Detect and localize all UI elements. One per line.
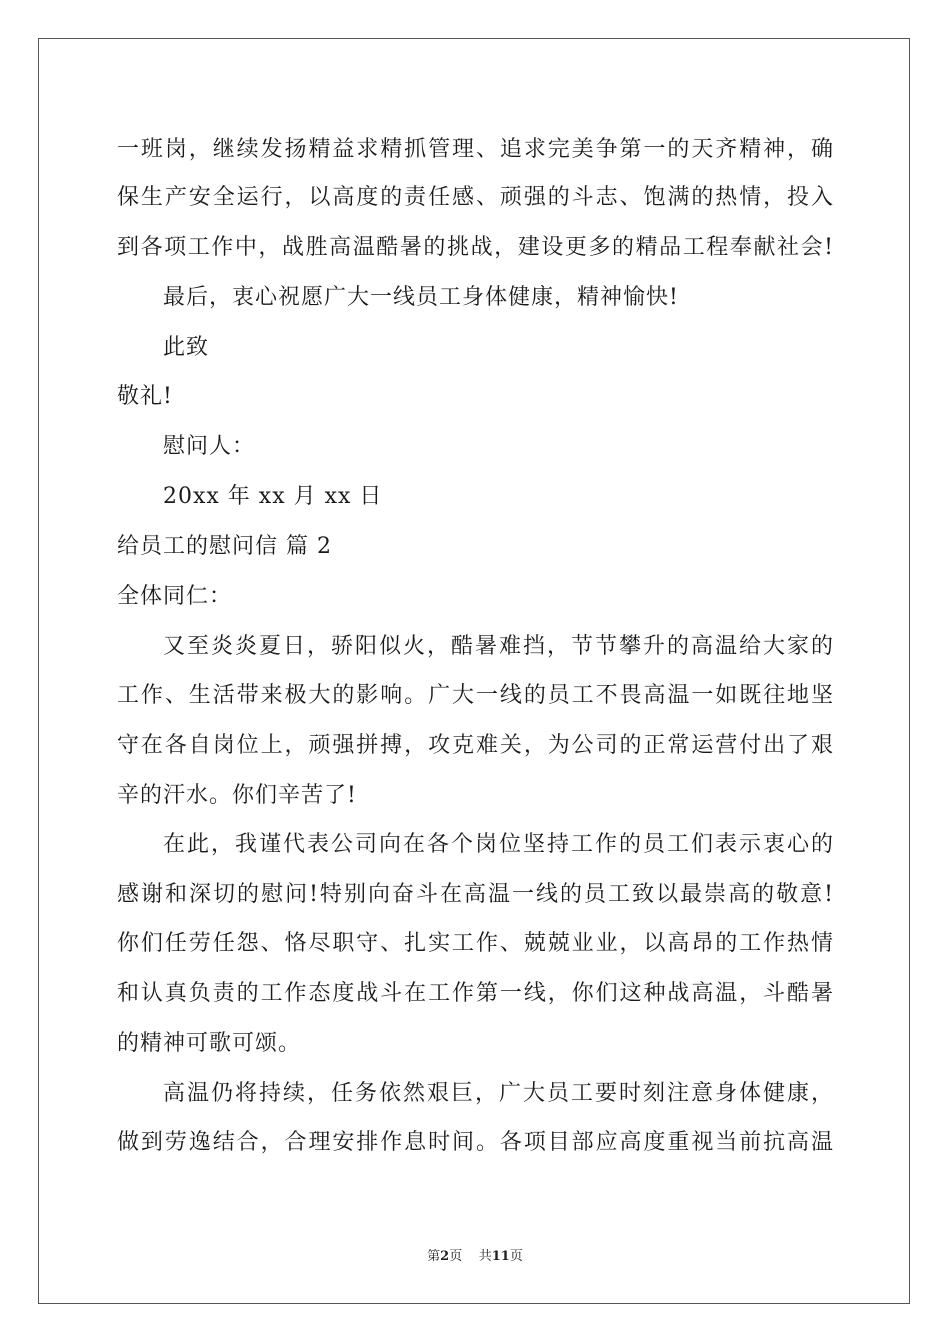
total-suffix: 页 (509, 1249, 523, 1264)
page-prefix: 第 (427, 1249, 441, 1264)
paragraph-line: 守在各自岗位上，顽强拼搏，攻克难关，为公司的正常运营付出了艰 (117, 733, 833, 758)
page-suffix: 页 (449, 1249, 463, 1264)
paragraph-line: 和认真负责的工作态度战斗在工作第一线，你们这种战高温，斗酷暑 (117, 981, 833, 1006)
page-number: 2 (440, 1249, 450, 1264)
paragraph-line: 又至炎炎夏日，骄阳似火，酷暑难挡，节节攀升的高温给大家的 (163, 634, 833, 659)
paragraph-line: 辛的汗水。你们辛苦了! (117, 783, 357, 808)
paragraph-line: 一班岗，继续发扬精益求精抓管理、追求完美争第一的天齐精神，确 (117, 137, 833, 162)
paragraph-line: 做到劳逸结合，合理安排作息时间。各项目部应高度重视当前抗高温 (117, 1130, 833, 1155)
paragraph-line: 高温仍将持续，任务依然艰巨，广大员工要时刻注意身体健康， (163, 1081, 833, 1106)
paragraph-line: 你们任劳任怨、恪尽职守、扎实工作、兢兢业业，以高昂的工作热情 (117, 931, 833, 956)
letter-date: 20xx 年 xx 月 xx 日 (163, 484, 383, 509)
paragraph-line: 保生产安全运行，以高度的责任感、顽强的斗志、饱满的热情，投入 (117, 185, 833, 210)
signature-label: 慰问人： (163, 434, 256, 459)
paragraph-line: 在此，我谨代表公司向在各个岗位坚持工作的员工们表示衷心的 (163, 832, 833, 857)
paragraph-line: 到各项工作中，战胜高温酷暑的挑战，建设更多的精品工程奉献社会! (117, 235, 833, 260)
greeting: 全体同仁： (117, 584, 233, 609)
paragraph-line: 最后，衷心祝愿广大一线员工身体健康，精神愉快! (163, 285, 679, 310)
closing-salutation: 此致 (163, 335, 210, 360)
closing-regards: 敬礼! (117, 384, 173, 409)
paragraph-line: 感谢和深切的慰问!特别向奋斗在高温一线的员工致以最崇高的敬意! (117, 882, 833, 907)
total-pages: 11 (491, 1249, 510, 1264)
page-footer (0, 1248, 950, 1266)
page-border (38, 38, 910, 1304)
total-prefix: 共 (478, 1249, 492, 1264)
section-title: 给员工的慰问信 篇 2 (117, 534, 332, 559)
paragraph-line: 工作、生活带来极大的影响。广大一线的员工不畏高温一如既往地坚 (117, 683, 833, 708)
paragraph-line: 的精神可歌可颂。 (117, 1031, 302, 1056)
